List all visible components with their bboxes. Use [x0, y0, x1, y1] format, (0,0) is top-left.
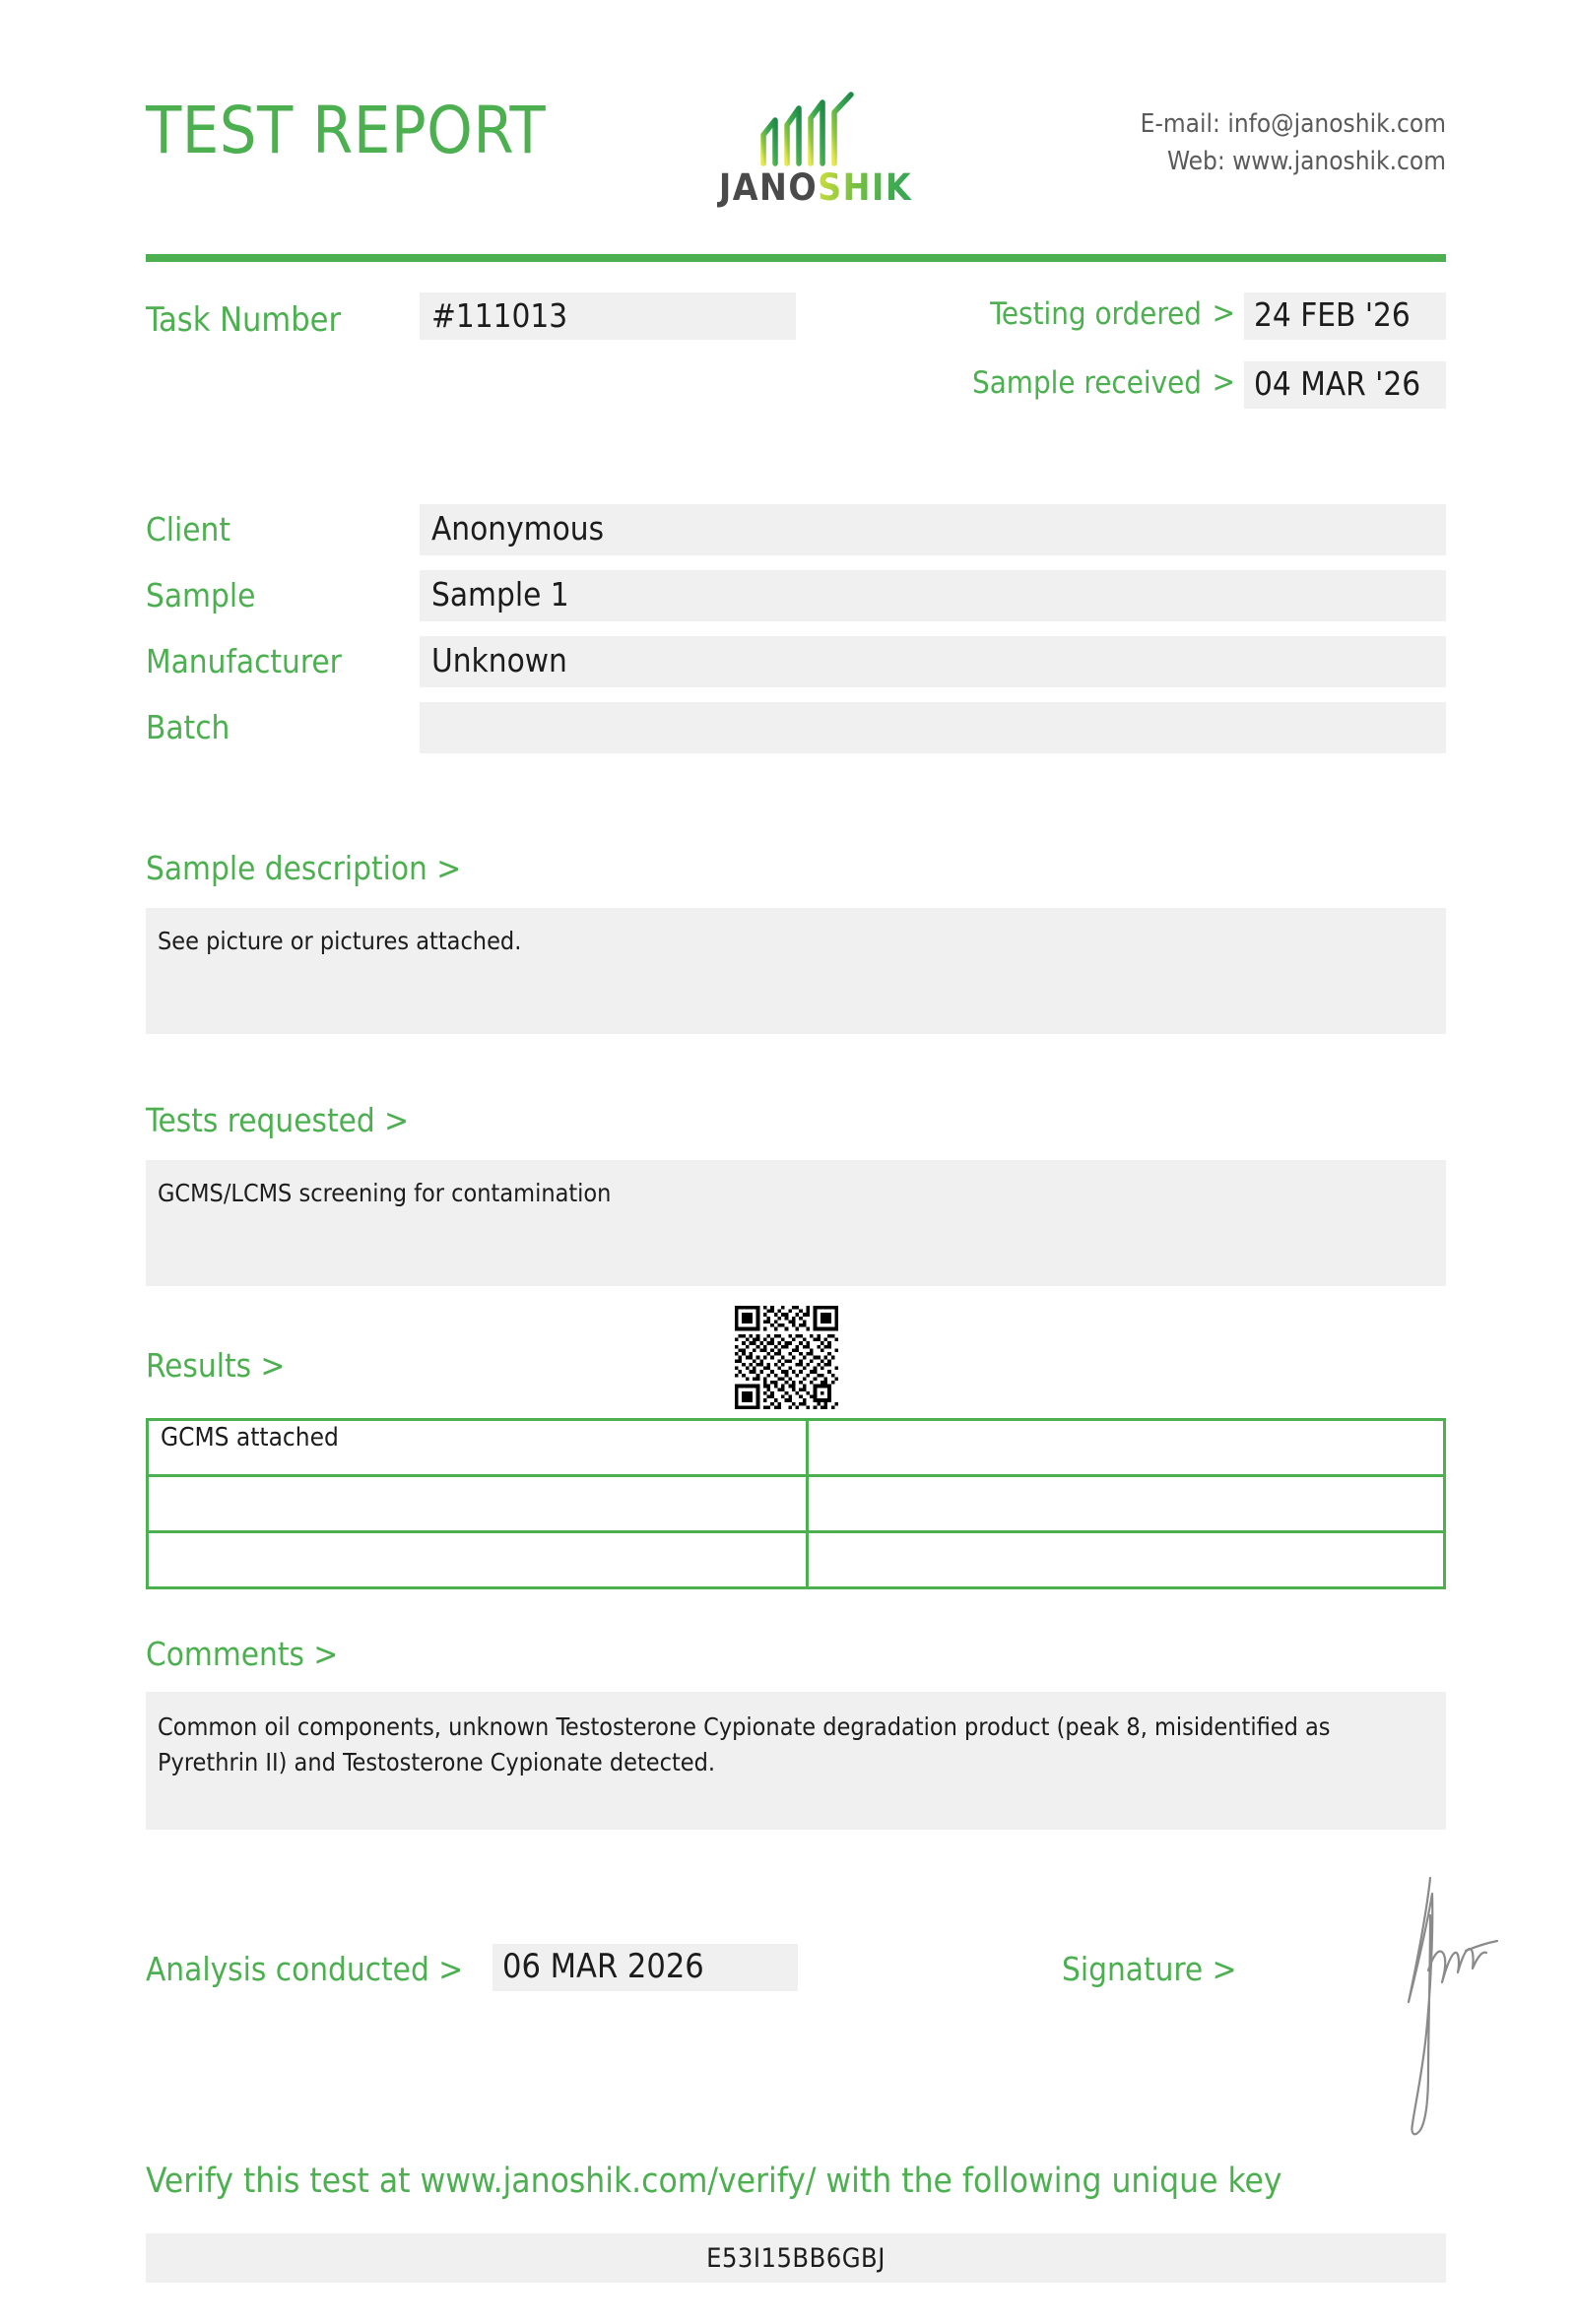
- info-row-manufacturer: [146, 636, 1446, 702]
- table-row: [148, 1476, 1445, 1532]
- testing-ordered-value: 24 FEB '26: [1244, 292, 1446, 340]
- sample-info-block: [146, 504, 1446, 768]
- client-value: Anonymous: [420, 504, 1446, 555]
- tests-requested-title: Tests requested >: [146, 1101, 410, 1139]
- results-cell-1-1: GCMS attached: [148, 1420, 808, 1476]
- sample-received-label: Sample received: [971, 365, 1202, 401]
- testing-ordered-row: [816, 292, 1446, 340]
- manufacturer-label: Manufacturer: [146, 642, 342, 680]
- logo-wordmark: [692, 166, 939, 209]
- results-cell-2-2: [808, 1476, 1445, 1532]
- table-row: [148, 1420, 1445, 1476]
- results-cell-2-1: [148, 1476, 808, 1532]
- batch-value: [420, 702, 1446, 753]
- report-header: [146, 89, 1446, 217]
- contact-block: [1141, 106, 1446, 180]
- sample-description-text: See picture or pictures attached.: [146, 908, 1446, 1034]
- unique-key-value: E53I15BB6GBJ: [146, 2233, 1446, 2283]
- results-title: Results >: [146, 1346, 286, 1385]
- tests-requested-text: GCMS/LCMS screening for contamination: [146, 1160, 1446, 1286]
- verify-instruction: Verify this test at www.janoshik.com/verify/ with the following unique key: [146, 2162, 1282, 2201]
- batch-label: Batch: [146, 708, 230, 746]
- analysis-conducted-label: Analysis conducted >: [146, 1950, 464, 1988]
- comments-title: Comments >: [146, 1635, 339, 1673]
- client-label: Client: [146, 510, 230, 549]
- table-row: [148, 1532, 1445, 1588]
- sample-received-caret-icon: >: [1212, 364, 1235, 400]
- sample-label: Sample: [146, 576, 256, 614]
- task-number-label: Task Number: [146, 300, 342, 340]
- signature-icon: [1387, 1876, 1515, 2142]
- page-title: TEST REPORT: [146, 93, 547, 168]
- testing-ordered-label: Testing ordered: [990, 296, 1202, 332]
- results-cell-1-2: [808, 1420, 1445, 1476]
- results-cell-3-2: [808, 1532, 1445, 1588]
- analysis-conducted-value: 06 MAR 2026: [492, 1944, 798, 1991]
- manufacturer-value: Unknown: [420, 636, 1446, 687]
- logo-word-jano: JANO: [718, 166, 819, 209]
- sample-received-row: [816, 361, 1446, 409]
- comments-text: Common oil components, unknown Testosterone Cypionate degradation product (peak 8, misidentified as Pyrethrin II) and Testosterone Cypionate detected.: [146, 1692, 1446, 1830]
- task-number-value: #111013: [420, 292, 796, 340]
- testing-ordered-caret-icon: >: [1212, 295, 1235, 331]
- results-cell-3-1: [148, 1532, 808, 1588]
- qr-code-icon: [735, 1306, 838, 1409]
- results-table: [146, 1418, 1446, 1589]
- info-row-batch: [146, 702, 1446, 768]
- sample-description-title: Sample description >: [146, 849, 462, 887]
- report-sheet: [146, 0, 1446, 2324]
- web-line: Web: www.janoshik.com: [1166, 146, 1446, 176]
- sample-value: Sample 1: [420, 570, 1446, 621]
- signature-label: Signature >: [1062, 1950, 1237, 1988]
- chart-peaks-icon: [754, 91, 872, 169]
- sample-received-value: 04 MAR '26: [1244, 361, 1446, 409]
- info-row-client: [146, 504, 1446, 570]
- logo-word-shik: SHIK: [818, 166, 913, 209]
- header-divider: [146, 254, 1446, 262]
- info-row-sample: [146, 570, 1446, 636]
- email-line: E-mail: info@janoshik.com: [1140, 109, 1446, 139]
- janoshik-logo: [692, 89, 939, 222]
